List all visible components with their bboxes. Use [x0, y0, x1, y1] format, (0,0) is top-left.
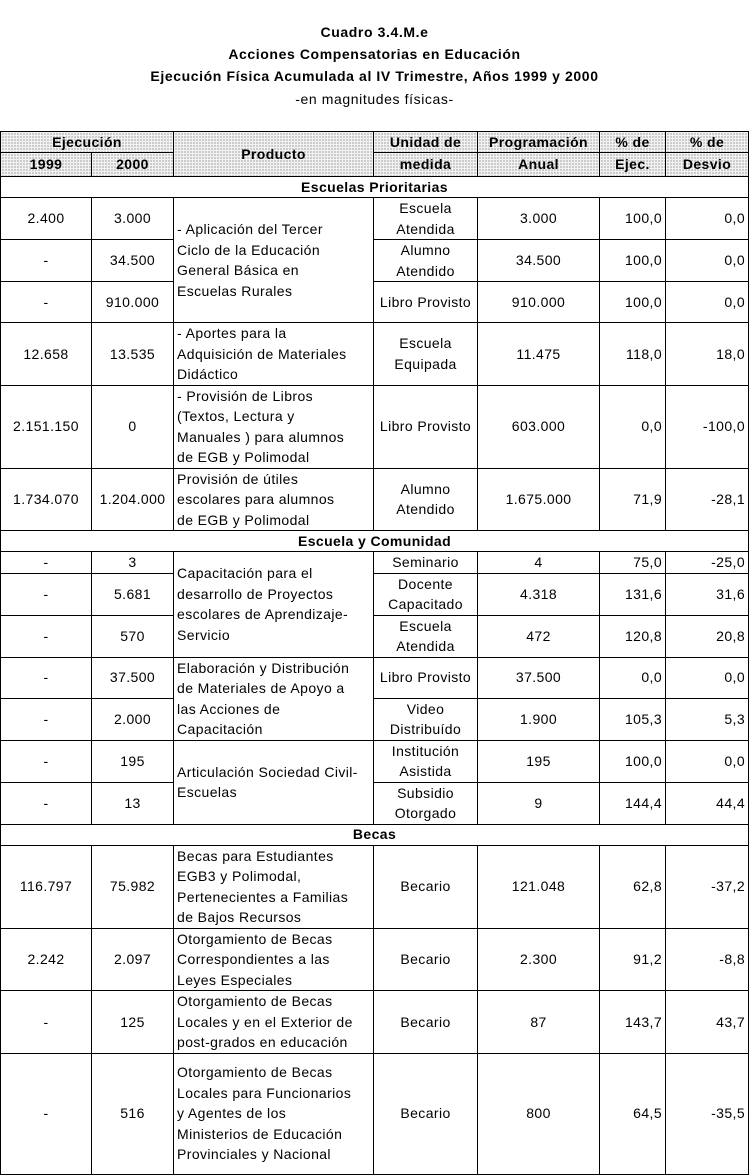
producto-line: de Materiales de Apoyo a: [177, 680, 345, 696]
producto-line: Articulación Sociedad Civil-: [177, 763, 358, 780]
cell-producto: [174, 845, 374, 928]
cell-pct-ejec: 0,0: [600, 385, 666, 468]
producto-line: de Bajos Recursos: [177, 909, 302, 925]
cell-pct-ejec: 75,0: [600, 552, 666, 574]
cell-1999: -: [1, 657, 92, 698]
producto-line: de EGB y Polimodal: [177, 449, 310, 465]
table-row: [1, 845, 749, 928]
producto-line: desarrollo de Proyectos: [177, 585, 334, 602]
unidad-line: Alumno: [400, 242, 451, 258]
unidad-line: Atendido: [396, 501, 455, 518]
cell-pct-desvio: 0,0: [666, 198, 749, 240]
header-producto: Producto: [174, 132, 374, 177]
cell-pct-desvio: -8,8: [666, 928, 749, 991]
cell-2000: 13: [92, 782, 174, 824]
cell-unidad: Becario: [374, 928, 478, 991]
cell-pct-desvio: 44,4: [666, 782, 749, 824]
section-header-row: [1, 824, 749, 845]
cell-pct-desvio: 43,7: [666, 991, 749, 1054]
cell-programacion: 4: [478, 552, 600, 574]
cell-producto: [174, 552, 374, 658]
unidad-line: Atendida: [396, 638, 455, 654]
cell-unidad: [374, 615, 478, 657]
producto-line: Leyes Especiales: [177, 971, 293, 988]
table-row: [1, 991, 749, 1054]
cell-pct-desvio: 0,0: [666, 282, 749, 323]
producto-line: (Textos, Lectura y: [177, 408, 295, 424]
header-programacion-line1: Programación: [478, 132, 600, 153]
cell-2000: 516: [92, 1053, 174, 1174]
table-row: [1, 282, 749, 323]
producto-line: - Aportes para la: [177, 325, 287, 341]
header-pct-ejec-line2: Ejec.: [600, 153, 666, 177]
header-year-1999: 1999: [1, 153, 92, 177]
header-unidad-line2: medida: [374, 153, 478, 177]
cell-programacion: 121.048: [478, 845, 600, 928]
cell-pct-desvio: 0,0: [666, 657, 749, 698]
cell-2000: 34.500: [92, 240, 174, 282]
producto-line: Otorgamiento de Becas: [177, 930, 333, 947]
cell-producto: [174, 657, 374, 740]
cell-unidad: [374, 198, 478, 240]
cell-producto: [174, 468, 374, 531]
cell-producto: [174, 385, 374, 468]
header-row-2: [1, 153, 749, 177]
cell-producto: [174, 740, 374, 824]
cell-pct-desvio: -35,5: [666, 1053, 749, 1174]
producto-line: Locales para Funcionarios: [177, 1084, 352, 1101]
cell-unidad: [374, 468, 478, 531]
cell-2000: 3: [92, 552, 174, 574]
cell-1999: 116.797: [1, 845, 92, 928]
table-number: Cuadro 3.4.M.e: [320, 24, 429, 40]
table-row: [1, 385, 749, 468]
cell-pct-ejec: 100,0: [600, 240, 666, 282]
producto-line: escolares de Aprendizaje-: [177, 606, 349, 623]
producto-line: Adquisición de Materiales: [177, 345, 347, 362]
section-header-row: [1, 177, 749, 198]
cell-1999: -: [1, 282, 92, 323]
producto-line: Manuales ) para alumnos: [177, 428, 345, 445]
unidad-line: Docente: [398, 575, 453, 592]
unidad-line: Video: [406, 700, 445, 717]
cell-programacion: 603.000: [478, 385, 600, 468]
producto-line: Servicio: [177, 626, 231, 643]
cell-1999: 12.658: [1, 323, 92, 386]
section-header-row: [1, 531, 749, 552]
cell-2000: 125: [92, 991, 174, 1054]
cell-pct-ejec: 100,0: [600, 282, 666, 323]
unidad-line: Equipada: [394, 355, 457, 372]
cell-2000: 5.681: [92, 573, 174, 615]
table-units-note: -en magnitudes físicas-: [295, 91, 454, 107]
producto-line: General Básica en: [177, 262, 299, 278]
producto-line: Didáctico: [177, 366, 239, 382]
cell-2000: 1.204.000: [92, 468, 174, 531]
cell-1999: -: [1, 573, 92, 615]
table-row: [1, 240, 749, 282]
cell-programacion: 2.300: [478, 928, 600, 991]
producto-line: Otorgamiento de Becas: [177, 993, 333, 1009]
cell-pct-desvio: 0,0: [666, 740, 749, 782]
cell-pct-ejec: 64,5: [600, 1053, 666, 1174]
producto-line: y Agentes de los: [177, 1105, 287, 1122]
cell-pct-desvio: -28,1: [666, 468, 749, 531]
producto-line: Pertenecientes a Familias: [177, 888, 349, 905]
cell-unidad: Becario: [374, 1053, 478, 1174]
cell-pct-desvio: 31,6: [666, 573, 749, 615]
cell-2000: 3.000: [92, 198, 174, 240]
cell-1999: -: [1, 1053, 92, 1174]
cell-programacion: 87: [478, 991, 600, 1054]
producto-line: Correspondientes a las: [177, 951, 330, 967]
cell-programacion: 9: [478, 782, 600, 824]
producto-line: Escuelas Rurales: [177, 282, 293, 299]
producto-line: de EGB y Polimodal: [177, 511, 310, 528]
cell-pct-desvio: 20,8: [666, 615, 749, 657]
cell-pct-ejec: 91,2: [600, 928, 666, 991]
unidad-line: Institución: [391, 742, 460, 759]
table-row: [1, 198, 749, 240]
unidad-line: Asistida: [399, 763, 452, 779]
cell-pct-desvio: -37,2: [666, 845, 749, 928]
unidad-line: Alumno: [400, 480, 451, 497]
cell-producto: [174, 323, 374, 386]
table-row: [1, 782, 749, 824]
cell-1999: -: [1, 740, 92, 782]
cell-programacion: 910.000: [478, 282, 600, 323]
header-pct-desvio-line1: % de: [666, 132, 749, 153]
table-row: [1, 573, 749, 615]
header-pct-desvio-line2: Desvio: [666, 153, 749, 177]
unidad-line: Escuela: [399, 617, 452, 634]
cell-unidad: [374, 323, 478, 386]
cell-unidad: [374, 240, 478, 282]
cell-unidad: Becario: [374, 845, 478, 928]
table-row: [1, 1053, 749, 1174]
cell-pct-ejec: 131,6: [600, 573, 666, 615]
cell-unidad: Libro Provisto: [374, 385, 478, 468]
cell-1999: -: [1, 552, 92, 574]
cell-programacion: 11.475: [478, 323, 600, 386]
cell-unidad: [374, 698, 478, 740]
producto-line: Ministerios de Educación: [177, 1125, 343, 1142]
cell-2000: 2.097: [92, 928, 174, 991]
unidad-line: Subsidio: [397, 784, 454, 801]
cell-programacion: 472: [478, 615, 600, 657]
cell-pct-ejec: 0,0: [600, 657, 666, 698]
unidad-line: Atendido: [396, 262, 455, 279]
cell-2000: 37.500: [92, 657, 174, 698]
table-row: [1, 468, 749, 531]
header-unidad-line1: Unidad de: [374, 132, 478, 153]
unidad-line: Escuela: [399, 335, 452, 352]
cell-pct-ejec: 120,8: [600, 615, 666, 657]
cell-2000: 75.982: [92, 845, 174, 928]
cell-programacion: 37.500: [478, 657, 600, 698]
header-year-2000: 2000: [92, 153, 174, 177]
cell-1999: -: [1, 991, 92, 1054]
producto-line: Capacitación para el: [177, 565, 313, 582]
cell-programacion: 34.500: [478, 240, 600, 282]
cell-1999: 2.242: [1, 928, 92, 991]
cell-programacion: 1.675.000: [478, 468, 600, 531]
cell-2000: 195: [92, 740, 174, 782]
cell-2000: 910.000: [92, 282, 174, 323]
cell-2000: 570: [92, 615, 174, 657]
header-ejecucion: Ejecución: [1, 132, 174, 153]
cell-unidad: Becario: [374, 991, 478, 1054]
producto-line: - Aplicación del Tercer: [177, 221, 323, 237]
section-title: Becas: [1, 824, 749, 845]
producto-line: Ciclo de la Educación: [177, 241, 321, 258]
table-row: [1, 698, 749, 740]
cell-1999: 2.151.150: [1, 385, 92, 468]
header-programacion-line2: Anual: [478, 153, 600, 177]
producto-line: Otorgamiento de Becas: [177, 1064, 333, 1081]
cell-unidad: Seminario: [374, 552, 478, 574]
section-title: Escuelas Prioritarias: [1, 177, 749, 198]
header-row-1: [1, 132, 749, 153]
cell-unidad: [374, 573, 478, 615]
cell-pct-desvio: 18,0: [666, 323, 749, 386]
cell-producto: [174, 928, 374, 991]
table-row: [1, 740, 749, 782]
table-row: [1, 323, 749, 386]
cell-pct-desvio: -100,0: [666, 385, 749, 468]
table-row: [1, 928, 749, 991]
header-pct-ejec-line1: % de: [600, 132, 666, 153]
producto-line: - Provisión de Libros: [177, 387, 314, 404]
producto-line: Escuelas: [177, 784, 238, 800]
execution-table: [0, 131, 749, 1175]
producto-line: post-grados en educación: [177, 1034, 348, 1050]
cell-1999: -: [1, 698, 92, 740]
cell-pct-ejec: 144,4: [600, 782, 666, 824]
cell-programacion: 4.318: [478, 573, 600, 615]
cell-programacion: 3.000: [478, 198, 600, 240]
producto-line: escolares para alumnos: [177, 491, 335, 507]
cell-unidad: Libro Provisto: [374, 657, 478, 698]
cell-2000: 0: [92, 385, 174, 468]
cell-pct-ejec: 100,0: [600, 740, 666, 782]
cell-pct-desvio: -25,0: [666, 552, 749, 574]
cell-programacion: 195: [478, 740, 600, 782]
unidad-line: Otorgado: [394, 805, 457, 821]
title-block: [0, 0, 749, 131]
table-subtitle: Ejecución Física Acumulada al IV Trimestre, Años 1999 y 2000: [150, 68, 599, 84]
table-row: [1, 657, 749, 698]
cell-pct-ejec: 71,9: [600, 468, 666, 531]
section-title: Escuela y Comunidad: [1, 531, 749, 552]
cell-pct-desvio: 0,0: [666, 240, 749, 282]
cell-1999: 1.734.070: [1, 468, 92, 531]
cell-1999: 2.400: [1, 198, 92, 240]
producto-line: Becas para Estudiantes: [177, 847, 334, 864]
cell-unidad: [374, 740, 478, 782]
cell-producto: [174, 198, 374, 323]
cell-pct-ejec: 100,0: [600, 198, 666, 240]
cell-producto: [174, 1053, 374, 1174]
producto-line: Provinciales y Nacional: [177, 1146, 331, 1163]
producto-line: Capacitación: [177, 721, 263, 737]
cell-pct-desvio: 5,3: [666, 698, 749, 740]
cell-pct-ejec: 118,0: [600, 323, 666, 386]
unidad-line: Escuela: [399, 200, 452, 216]
cell-2000: 2.000: [92, 698, 174, 740]
unidad-line: Capacitado: [388, 596, 463, 612]
producto-line: Locales y en el Exterior de: [177, 1013, 353, 1030]
cell-pct-ejec: 105,3: [600, 698, 666, 740]
producto-line: las Acciones de: [177, 700, 281, 717]
unidad-line: Distribuído: [389, 721, 462, 737]
producto-line: EGB3 y Polimodal,: [177, 868, 302, 884]
producto-line: Elaboración y Distribución: [177, 659, 350, 676]
cell-1999: -: [1, 240, 92, 282]
table-row: [1, 615, 749, 657]
cell-producto: [174, 991, 374, 1054]
cell-1999: -: [1, 782, 92, 824]
cell-programacion: 800: [478, 1053, 600, 1174]
unidad-line: Atendida: [396, 220, 455, 237]
producto-line: Provisión de útiles: [177, 470, 299, 487]
cell-2000: 13.535: [92, 323, 174, 386]
cell-unidad: Libro Provisto: [374, 282, 478, 323]
table-row: [1, 552, 749, 574]
cell-1999: -: [1, 615, 92, 657]
cell-pct-ejec: 143,7: [600, 991, 666, 1054]
table-title: Acciones Compensatorias en Educación: [228, 46, 521, 62]
cell-pct-ejec: 62,8: [600, 845, 666, 928]
cell-programacion: 1.900: [478, 698, 600, 740]
cell-unidad: [374, 782, 478, 824]
